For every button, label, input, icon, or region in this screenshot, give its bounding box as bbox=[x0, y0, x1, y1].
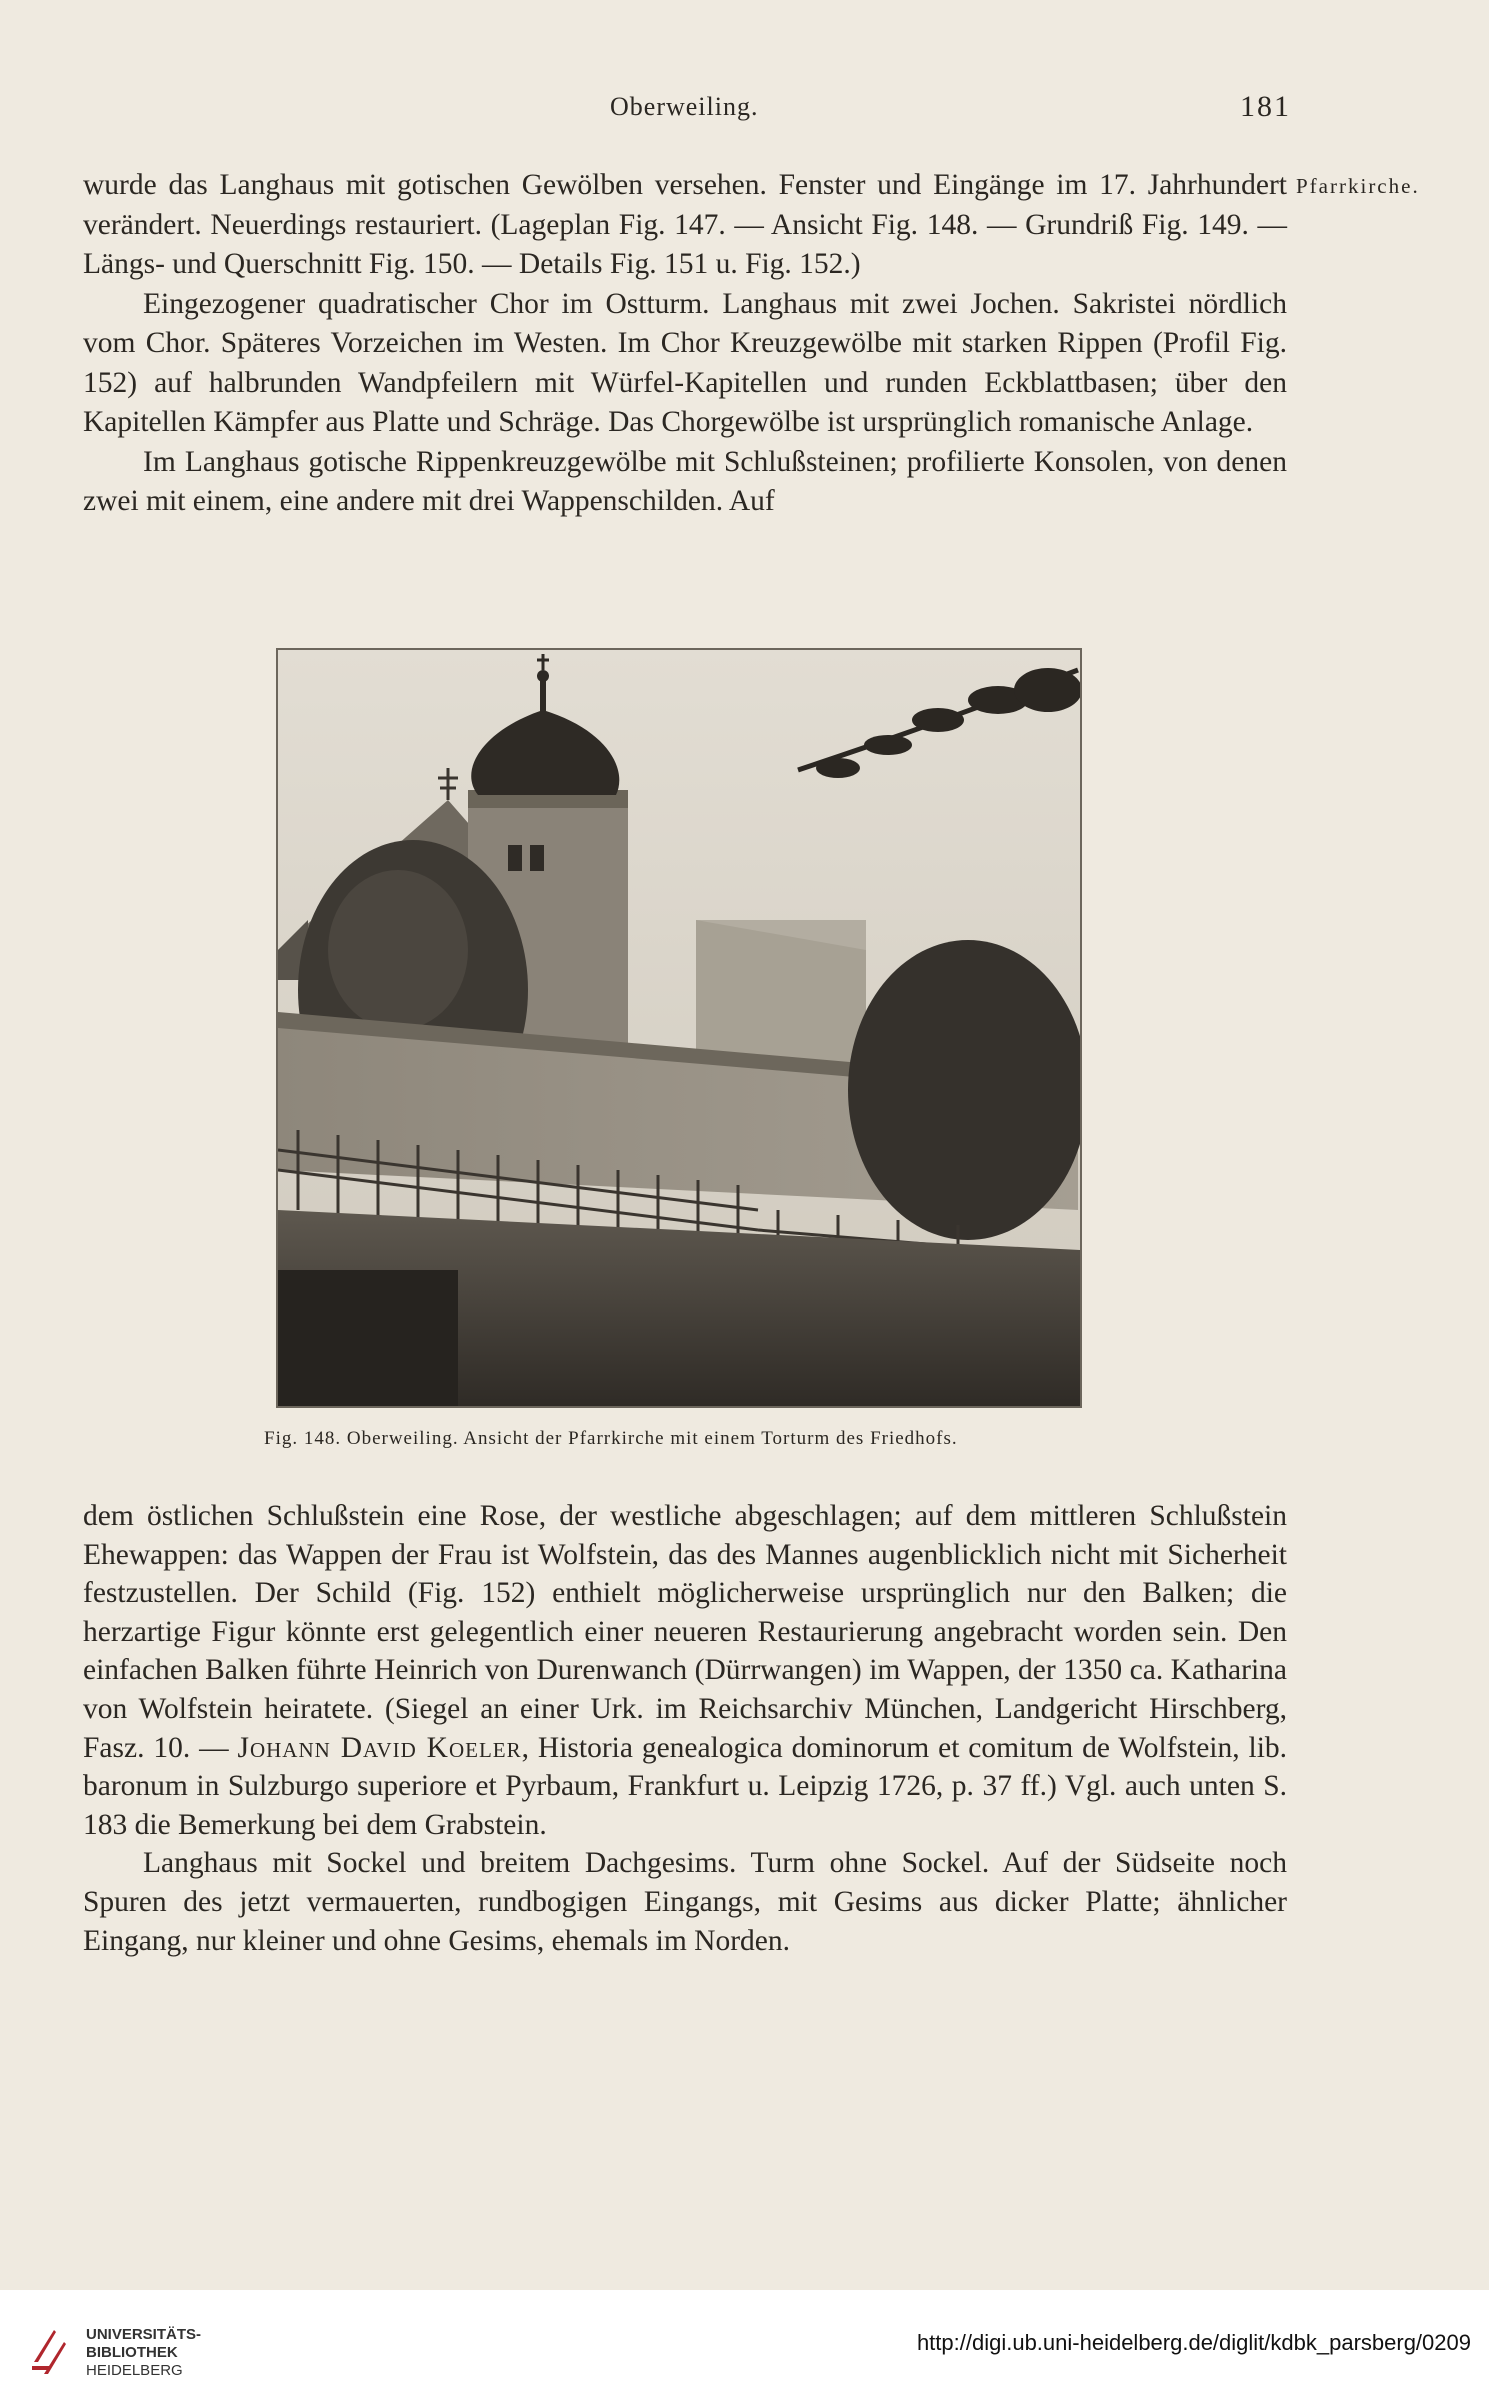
library-name-line: BIBLIOTHEK bbox=[86, 2344, 178, 2361]
paragraph bbox=[83, 1497, 1287, 1844]
source-url-link[interactable]: http://digi.ub.uni-heidelberg.de/diglit/kdbk_parsberg/0209 bbox=[916, 2330, 1471, 2355]
library-name-line: UNIVERSITÄTS- bbox=[86, 2326, 202, 2343]
author-name: Johann David Koeler bbox=[237, 1731, 522, 1764]
library-name-line: HEIDELBERG bbox=[86, 2362, 183, 2379]
paragraph: wurde das Langhaus mit gotischen Gewölben versehen. Fenster und Eingänge im 17. Jahrhundert verändert. Neuerdings restauriert. (Lageplan Fig. 147. — Ansicht Fig. 148. — Grundriß Fig. 149. — Längs- und Querschnitt Fig. 150. — Details Fig. 151 u. Fig. 152.) bbox=[83, 169, 1287, 280]
body-text-bottom bbox=[83, 1497, 1287, 1960]
footer-bar bbox=[0, 2290, 1489, 2405]
figure-caption: Fig. 148. Oberweiling. Ansicht der Pfarrkirche mit einem Torturm des Friedhofs. bbox=[264, 1428, 958, 1449]
text-run: dem östlichen Schlußstein eine Rose, der westliche abgeschlagen; auf dem mittleren Schlußstein Ehewappen: das Wappen der Frau ist Wolfstein, das des Mannes augenblicklich nicht mit Sicherheit festzustellen. Der Schild (Fig. 152) enthielt möglicherweise ursprünglich nur den Balken; die herzartige Figur könnte erst gelegentlich einer neueren Restaurierung angebracht worden sein. Den einfachen Balken führte Heinrich von Durenwanch (Dürrwangen) im Wappen, der 1350 ca. Katharina von Wolfstein heiratete. (Siegel an einer Urk. im Reichsarchiv München, Landgericht Hirschberg, Fasz. 10. — bbox=[83, 1500, 1287, 1764]
paragraph: Eingezogener quadratischer Chor im Ostturm. Langhaus mit zwei Jochen. Sakristei nördlich vom Chor. Späteres Vorzeichen im Westen. Im Chor Kreuzgewölbe mit starken Rippen (Profil Fig. 152) auf halbrunden Wandpfeilern mit Würfel-Kapitellen und runden Eckblattbasen; über den Kapitellen Kämpfer aus Platte und Schräge. Das Chorgewölbe ist ursprünglich romanische Anlage. bbox=[83, 287, 1287, 438]
paragraph: Im Langhaus gotische Rippenkreuzgewölbe mit Schlußsteinen; profilierte Konsolen, von denen zwei mit einem, eine andere mit drei Wappenschilden. Auf bbox=[83, 445, 1287, 517]
figure-photograph bbox=[276, 648, 1082, 1408]
church-photo-illustration bbox=[278, 650, 1080, 1406]
page-number: 181 bbox=[1240, 90, 1291, 123]
library-logo-icon[interactable] bbox=[30, 2322, 76, 2382]
running-title: Oberweiling. bbox=[610, 92, 759, 121]
running-head bbox=[0, 92, 1489, 132]
text-run: , Historia genealogica dominorum et comitum de Wolfstein, lib. baronum in Sulzburgo superiore et Pyrbaum, Frankfurt u. Leipzig 1726, p. 37 ff.) Vgl. auch unten S. 183 die Bemerkung bei dem Grabstein. bbox=[83, 1731, 1288, 1841]
body-text-top bbox=[83, 166, 1287, 522]
library-name[interactable] bbox=[86, 2326, 201, 2380]
margin-note: Pfarrkirche. bbox=[1296, 174, 1420, 198]
paragraph: Langhaus mit Sockel und breitem Dachgesims. Turm ohne Sockel. Auf der Südseite noch Spuren des jetzt vermauerten, rundbogigen Eingangs, mit Gesims aus dicker Platte; ähnlicher Eingang, nur kleiner und ohne Gesims, ehemals im Norden. bbox=[83, 1847, 1287, 1957]
